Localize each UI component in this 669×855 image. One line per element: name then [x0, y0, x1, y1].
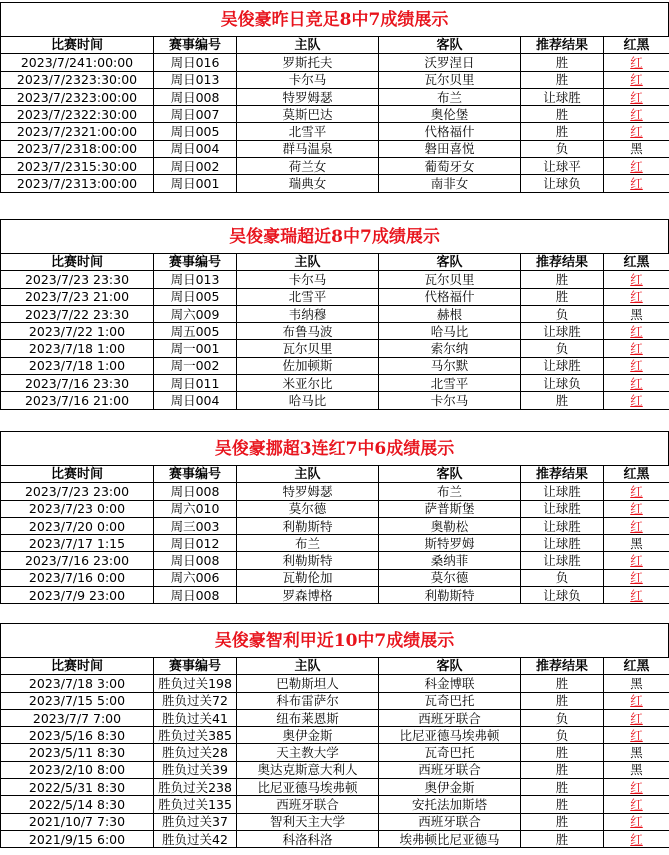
- match-id-cell: 胜负过关42: [154, 830, 237, 847]
- result-cell: 红: [604, 54, 669, 71]
- table-row: [1, 288, 669, 305]
- match-id-cell: 周五005: [154, 323, 237, 340]
- match-id-cell: 周日004: [154, 140, 237, 157]
- away-team-cell: 葡萄牙女: [379, 158, 521, 175]
- match-id-cell: 周日013: [154, 71, 237, 88]
- home-team-cell: 莫尔德: [237, 500, 379, 517]
- match-id-cell: 胜负过关37: [154, 813, 237, 830]
- home-team-cell: 智利天主大学: [237, 813, 379, 830]
- table-row: [1, 779, 669, 796]
- match-id-cell: 周日012: [154, 535, 237, 552]
- home-team-cell: 瓦勒伦加: [237, 569, 379, 586]
- table-row: [1, 54, 669, 71]
- table-row: [1, 392, 669, 409]
- table-row: [1, 517, 669, 534]
- record-table: [0, 657, 669, 848]
- table-row: [1, 88, 669, 105]
- away-team-cell: 斯特罗姆: [379, 535, 521, 552]
- recommendation-cell: 负: [521, 140, 604, 157]
- column-header: 客队: [379, 466, 521, 483]
- away-team-cell: 埃弗顿比尼亚德马: [379, 830, 521, 847]
- header-row: [1, 254, 669, 271]
- record-section: [0, 431, 669, 604]
- recommendation-cell: 让球胜: [521, 552, 604, 569]
- match-id-cell: 周三003: [154, 517, 237, 534]
- match-time-cell: 2023/7/2321:00:00: [1, 123, 154, 140]
- table-row: [1, 569, 669, 586]
- result-cell: 红: [604, 175, 669, 192]
- table-row: [1, 552, 669, 569]
- match-id-cell: 胜负过关72: [154, 692, 237, 709]
- away-team-cell: 哈马比: [379, 323, 521, 340]
- record-table: [0, 465, 669, 604]
- column-header: 主队: [237, 37, 379, 54]
- away-team-cell: 西班牙联合: [379, 761, 521, 778]
- match-time-cell: 2023/7/9 23:00: [1, 587, 154, 604]
- recommendation-cell: 胜: [521, 106, 604, 123]
- match-time-cell: 2023/7/7 7:00: [1, 709, 154, 726]
- match-time-cell: 2023/7/2323:00:00: [1, 88, 154, 105]
- away-team-cell: 代格福什: [379, 123, 521, 140]
- home-team-cell: 科洛科洛: [237, 830, 379, 847]
- match-id-cell: 周六009: [154, 305, 237, 322]
- recommendation-cell: 让球负: [521, 175, 604, 192]
- column-header: 红黑: [604, 254, 669, 271]
- away-team-cell: 赫根: [379, 305, 521, 322]
- home-team-cell: 北雪平: [237, 288, 379, 305]
- match-id-cell: 周六006: [154, 569, 237, 586]
- column-header: 赛事编号: [154, 37, 237, 54]
- match-id-cell: 胜负过关135: [154, 796, 237, 813]
- table-row: [1, 71, 669, 88]
- home-team-cell: 卡尔马: [237, 71, 379, 88]
- match-time-cell: 2023/7/2315:30:00: [1, 158, 154, 175]
- match-time-cell: 2023/7/18 3:00: [1, 675, 154, 692]
- result-cell: 红: [604, 106, 669, 123]
- away-team-cell: 沃罗涅日: [379, 54, 521, 71]
- recommendation-cell: 胜: [521, 123, 604, 140]
- match-time-cell: 2023/7/2313:00:00: [1, 175, 154, 192]
- match-time-cell: 2023/7/18 1:00: [1, 340, 154, 357]
- recommendation-cell: 胜: [521, 692, 604, 709]
- away-team-cell: 萨普斯堡: [379, 500, 521, 517]
- match-time-cell: 2023/7/17 1:15: [1, 535, 154, 552]
- column-header: 推荐结果: [521, 37, 604, 54]
- column-header: 比赛时间: [1, 658, 154, 675]
- match-time-cell: 2023/2/10 8:00: [1, 761, 154, 778]
- away-team-cell: 南非女: [379, 175, 521, 192]
- recommendation-cell: 负: [521, 709, 604, 726]
- recommendation-cell: 负: [521, 340, 604, 357]
- recommendation-cell: 胜: [521, 675, 604, 692]
- column-header: 赛事编号: [154, 658, 237, 675]
- recommendation-cell: 让球胜: [521, 535, 604, 552]
- table-row: [1, 830, 669, 847]
- column-header: 推荐结果: [521, 254, 604, 271]
- result-cell: 红: [604, 123, 669, 140]
- match-id-cell: 胜负过关198: [154, 675, 237, 692]
- record-table: [0, 36, 669, 193]
- table-row: [1, 675, 669, 692]
- column-header: 客队: [379, 658, 521, 675]
- home-team-cell: 巴勒斯坦人: [237, 675, 379, 692]
- match-id-cell: 周日008: [154, 552, 237, 569]
- match-id-cell: 周六010: [154, 500, 237, 517]
- table-row: [1, 158, 669, 175]
- result-cell: 红: [604, 88, 669, 105]
- result-cell: 黑: [604, 675, 669, 692]
- recommendation-cell: 让球胜: [521, 517, 604, 534]
- table-row: [1, 123, 669, 140]
- match-id-cell: 周日016: [154, 54, 237, 71]
- table-row: [1, 709, 669, 726]
- home-team-cell: 比尼亚德马埃弗顿: [237, 779, 379, 796]
- home-team-cell: 科布雷萨尔: [237, 692, 379, 709]
- recommendation-cell: 胜: [521, 830, 604, 847]
- match-time-cell: 2023/7/20 0:00: [1, 517, 154, 534]
- home-team-cell: 奥伊金斯: [237, 727, 379, 744]
- recommendation-cell: 胜: [521, 288, 604, 305]
- away-team-cell: 利勒斯特: [379, 587, 521, 604]
- table-row: [1, 813, 669, 830]
- home-team-cell: 纽布莱恩斯: [237, 709, 379, 726]
- away-team-cell: 比尼亚德马埃弗顿: [379, 727, 521, 744]
- result-cell: 红: [604, 357, 669, 374]
- away-team-cell: 西班牙联合: [379, 709, 521, 726]
- recommendation-cell: 胜: [521, 54, 604, 71]
- table-row: [1, 483, 669, 500]
- result-cell: 红: [604, 796, 669, 813]
- home-team-cell: 佐加顿斯: [237, 357, 379, 374]
- match-id-cell: 周日004: [154, 392, 237, 409]
- match-time-cell: 2023/7/241:00:00: [1, 54, 154, 71]
- away-team-cell: 奥伊金斯: [379, 779, 521, 796]
- match-time-cell: 2023/7/22 1:00: [1, 323, 154, 340]
- table-row: [1, 692, 669, 709]
- home-team-cell: 瑞典女: [237, 175, 379, 192]
- away-team-cell: 奥伦堡: [379, 106, 521, 123]
- result-cell: 红: [604, 271, 669, 288]
- table-row: [1, 744, 669, 761]
- result-cell: 红: [604, 483, 669, 500]
- away-team-cell: 瓦尔贝里: [379, 71, 521, 88]
- match-id-cell: 周日001: [154, 175, 237, 192]
- match-id-cell: 胜负过关385: [154, 727, 237, 744]
- match-time-cell: 2023/7/15 5:00: [1, 692, 154, 709]
- away-team-cell: 桑纳菲: [379, 552, 521, 569]
- match-id-cell: 周日005: [154, 288, 237, 305]
- record-section: [0, 219, 669, 410]
- recommendation-cell: 让球胜: [521, 323, 604, 340]
- recommendation-cell: 胜: [521, 779, 604, 796]
- away-team-cell: 北雪平: [379, 375, 521, 392]
- recommendation-cell: 让球负: [521, 587, 604, 604]
- match-id-cell: 周日008: [154, 88, 237, 105]
- column-header: 主队: [237, 466, 379, 483]
- home-team-cell: 特罗姆瑟: [237, 483, 379, 500]
- match-id-cell: 周日013: [154, 271, 237, 288]
- match-time-cell: 2023/7/16 21:00: [1, 392, 154, 409]
- home-team-cell: 布兰: [237, 535, 379, 552]
- result-cell: 黑: [604, 744, 669, 761]
- home-team-cell: 布鲁马波: [237, 323, 379, 340]
- home-team-cell: 韦纳穆: [237, 305, 379, 322]
- recommendation-cell: 胜: [521, 813, 604, 830]
- table-row: [1, 357, 669, 374]
- result-cell: 红: [604, 500, 669, 517]
- result-cell: 黑: [604, 305, 669, 322]
- recommendation-cell: 让球胜: [521, 500, 604, 517]
- match-id-cell: 周一001: [154, 340, 237, 357]
- result-cell: 红: [604, 71, 669, 88]
- away-team-cell: 安托法加斯塔: [379, 796, 521, 813]
- away-team-cell: 西班牙联合: [379, 813, 521, 830]
- match-id-cell: 周日008: [154, 587, 237, 604]
- match-id-cell: 胜负过关39: [154, 761, 237, 778]
- home-team-cell: 利勒斯特: [237, 552, 379, 569]
- column-header: 客队: [379, 37, 521, 54]
- match-time-cell: 2022/5/14 8:30: [1, 796, 154, 813]
- match-time-cell: 2023/7/16 23:00: [1, 552, 154, 569]
- match-id-cell: 周日007: [154, 106, 237, 123]
- table-row: [1, 323, 669, 340]
- away-team-cell: 瓦奇巴托: [379, 692, 521, 709]
- match-time-cell: 2023/5/16 8:30: [1, 727, 154, 744]
- column-header: 比赛时间: [1, 37, 154, 54]
- table-row: [1, 140, 669, 157]
- match-id-cell: 胜负过关41: [154, 709, 237, 726]
- column-header: 推荐结果: [521, 658, 604, 675]
- match-time-cell: 2023/7/23 23:30: [1, 271, 154, 288]
- match-time-cell: 2023/7/22 23:30: [1, 305, 154, 322]
- away-team-cell: 索尔纳: [379, 340, 521, 357]
- match-time-cell: 2023/5/11 8:30: [1, 744, 154, 761]
- result-cell: 红: [604, 375, 669, 392]
- result-cell: 红: [604, 323, 669, 340]
- result-cell: 红: [604, 813, 669, 830]
- column-header: 主队: [237, 254, 379, 271]
- recommendation-cell: 负: [521, 569, 604, 586]
- match-time-cell: 2023/7/23 21:00: [1, 288, 154, 305]
- home-team-cell: 罗斯托夫: [237, 54, 379, 71]
- home-team-cell: 群马温泉: [237, 140, 379, 157]
- away-team-cell: 瓦奇巴托: [379, 744, 521, 761]
- table-row: [1, 535, 669, 552]
- match-time-cell: 2023/7/18 1:00: [1, 357, 154, 374]
- header-row: [1, 658, 669, 675]
- result-cell: 红: [604, 552, 669, 569]
- result-cell: 黑: [604, 140, 669, 157]
- table-row: [1, 796, 669, 813]
- away-team-cell: 奥勒松: [379, 517, 521, 534]
- match-time-cell: 2021/10/7 7:30: [1, 813, 154, 830]
- match-id-cell: 周日011: [154, 375, 237, 392]
- result-cell: 红: [604, 392, 669, 409]
- column-header: 比赛时间: [1, 254, 154, 271]
- home-team-cell: 利勒斯特: [237, 517, 379, 534]
- result-cell: 红: [604, 727, 669, 744]
- recommendation-cell: 胜: [521, 271, 604, 288]
- match-time-cell: 2022/5/31 8:30: [1, 779, 154, 796]
- home-team-cell: 特罗姆瑟: [237, 88, 379, 105]
- table-row: [1, 271, 669, 288]
- match-id-cell: 胜负过关28: [154, 744, 237, 761]
- column-header: 比赛时间: [1, 466, 154, 483]
- column-header: 主队: [237, 658, 379, 675]
- home-team-cell: 西班牙联合: [237, 796, 379, 813]
- result-cell: 红: [604, 709, 669, 726]
- away-team-cell: 科金博联: [379, 675, 521, 692]
- section-title: 吴俊豪智利甲近10中7成绩展示: [0, 623, 669, 657]
- recommendation-cell: 让球负: [521, 375, 604, 392]
- recommendation-cell: 胜: [521, 71, 604, 88]
- table-row: [1, 727, 669, 744]
- column-header: 红黑: [604, 466, 669, 483]
- match-id-cell: 胜负过关238: [154, 779, 237, 796]
- result-cell: 红: [604, 517, 669, 534]
- match-time-cell: 2023/7/23 0:00: [1, 500, 154, 517]
- match-time-cell: 2023/7/2322:30:00: [1, 106, 154, 123]
- section-title: 吴俊豪昨日竞足8中7成绩展示: [0, 2, 669, 36]
- table-row: [1, 761, 669, 778]
- home-team-cell: 奥达克斯意大利人: [237, 761, 379, 778]
- away-team-cell: 瓦尔贝里: [379, 271, 521, 288]
- match-time-cell: 2021/9/15 6:00: [1, 830, 154, 847]
- match-time-cell: 2023/7/2323:30:00: [1, 71, 154, 88]
- column-header: 推荐结果: [521, 466, 604, 483]
- header-row: [1, 466, 669, 483]
- match-id-cell: 周一002: [154, 357, 237, 374]
- home-team-cell: 罗森博格: [237, 587, 379, 604]
- column-header: 红黑: [604, 37, 669, 54]
- away-team-cell: 卡尔马: [379, 392, 521, 409]
- record-section: [0, 2, 669, 193]
- match-id-cell: 周日005: [154, 123, 237, 140]
- recommendation-cell: 让球平: [521, 158, 604, 175]
- home-team-cell: 莫斯巴达: [237, 106, 379, 123]
- recommendation-cell: 让球胜: [521, 88, 604, 105]
- record-section: [0, 623, 669, 848]
- recommendation-cell: 负: [521, 727, 604, 744]
- away-team-cell: 布兰: [379, 483, 521, 500]
- record-table: [0, 253, 669, 410]
- table-row: [1, 305, 669, 322]
- away-team-cell: 代格福什: [379, 288, 521, 305]
- table-row: [1, 500, 669, 517]
- table-row: [1, 587, 669, 604]
- away-team-cell: 莫尔德: [379, 569, 521, 586]
- home-team-cell: 荷兰女: [237, 158, 379, 175]
- match-time-cell: 2023/7/16 23:30: [1, 375, 154, 392]
- recommendation-cell: 胜: [521, 392, 604, 409]
- result-cell: 红: [604, 340, 669, 357]
- match-id-cell: 周日008: [154, 483, 237, 500]
- away-team-cell: 马尔默: [379, 357, 521, 374]
- match-time-cell: 2023/7/2318:00:00: [1, 140, 154, 157]
- column-header: 红黑: [604, 658, 669, 675]
- recommendation-cell: 胜: [521, 744, 604, 761]
- section-title: 吴俊豪瑞超近8中7成绩展示: [0, 219, 669, 253]
- result-cell: 红: [604, 158, 669, 175]
- recommendation-cell: 让球胜: [521, 357, 604, 374]
- away-team-cell: 布兰: [379, 88, 521, 105]
- result-cell: 红: [604, 830, 669, 847]
- home-team-cell: 北雪平: [237, 123, 379, 140]
- table-row: [1, 375, 669, 392]
- match-time-cell: 2023/7/16 0:00: [1, 569, 154, 586]
- home-team-cell: 米亚尔比: [237, 375, 379, 392]
- column-header: 客队: [379, 254, 521, 271]
- result-cell: 红: [604, 587, 669, 604]
- result-cell: 黑: [604, 535, 669, 552]
- table-row: [1, 106, 669, 123]
- away-team-cell: 磐田喜悦: [379, 140, 521, 157]
- match-id-cell: 周日002: [154, 158, 237, 175]
- home-team-cell: 瓦尔贝里: [237, 340, 379, 357]
- result-cell: 黑: [604, 761, 669, 778]
- section-title: 吴俊豪挪超3连红7中6成绩展示: [0, 431, 669, 465]
- result-cell: 红: [604, 288, 669, 305]
- column-header: 赛事编号: [154, 466, 237, 483]
- result-cell: 红: [604, 779, 669, 796]
- table-row: [1, 340, 669, 357]
- result-cell: 红: [604, 692, 669, 709]
- recommendation-cell: 胜: [521, 761, 604, 778]
- recommendation-cell: 胜: [521, 796, 604, 813]
- recommendation-cell: 让球胜: [521, 483, 604, 500]
- header-row: [1, 37, 669, 54]
- column-header: 赛事编号: [154, 254, 237, 271]
- table-row: [1, 175, 669, 192]
- match-time-cell: 2023/7/23 23:00: [1, 483, 154, 500]
- home-team-cell: 卡尔马: [237, 271, 379, 288]
- recommendation-cell: 负: [521, 305, 604, 322]
- home-team-cell: 天主教大学: [237, 744, 379, 761]
- home-team-cell: 哈马比: [237, 392, 379, 409]
- result-cell: 红: [604, 569, 669, 586]
